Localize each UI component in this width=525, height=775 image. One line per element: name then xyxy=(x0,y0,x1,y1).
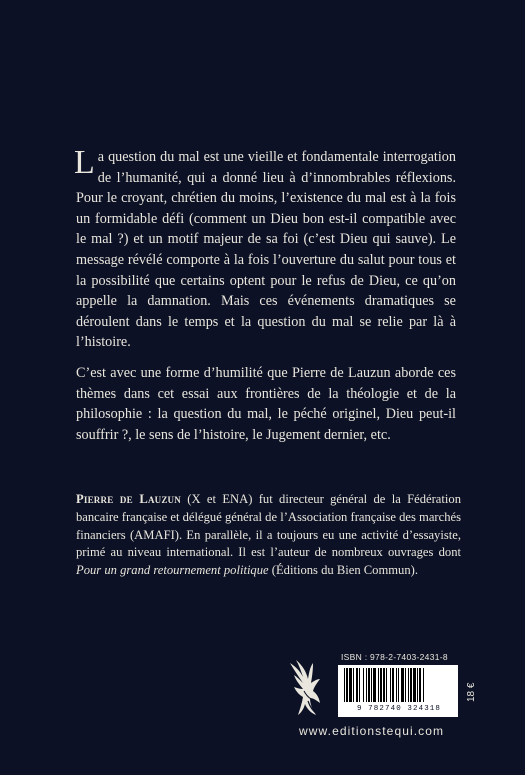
barcode-bar xyxy=(366,668,367,702)
barcode-bar xyxy=(349,668,352,702)
barcode-bar xyxy=(413,668,416,702)
barcode-bar xyxy=(401,668,404,702)
barcode-bar xyxy=(417,668,418,702)
barcode-bar xyxy=(356,668,358,702)
barcode-bar xyxy=(390,668,391,702)
barcode-bar xyxy=(383,668,385,702)
barcode-bar xyxy=(346,668,348,702)
barcode-bar xyxy=(344,668,345,702)
author-name: Pierre de Lauzun xyxy=(76,492,181,506)
barcode-bar xyxy=(371,668,372,702)
barcode-bar xyxy=(368,668,370,702)
book-title: Pour un grand retournement politique xyxy=(76,563,269,578)
barcode-bar xyxy=(353,668,354,702)
blurb-paragraph-1 xyxy=(74,144,456,353)
isbn: ISBN : 978-2-7403-2431-8 xyxy=(341,652,448,662)
barcode-bar xyxy=(373,668,376,702)
barcode-bar xyxy=(419,668,421,702)
barcode-bar xyxy=(408,668,409,702)
blurb xyxy=(74,144,456,445)
author-bio-text: (X et ENA) fut directeur général de la Fédération bancaire française et délégué général de l’Association française des marchés financiers (AMAFI). En parallèle, il a toujours eu une activité d’essayiste, primé au niveau international. Il est l’auteur de nombreux ouvrages dont xyxy=(76,492,461,560)
barcode-bar xyxy=(359,668,360,702)
barcode-bar xyxy=(363,668,364,702)
barcode-bar xyxy=(405,668,406,702)
barcode-bar xyxy=(378,668,379,702)
barcode-digits: 9 782740 324318 xyxy=(356,705,441,713)
author-bio xyxy=(76,491,461,580)
barcode-bar xyxy=(380,668,382,702)
blurb-paragraph-2: C’est avec une forme d’humilité que Pierre de Lauzun aborde ces thèmes dans cet essai aux frontières de la théologie et de la philosophie : la question du mal, le péché originel, Dieu peut-il souffrir ?, le sens de l’histoire, le Jugement dernier, etc. xyxy=(76,364,456,443)
barcode-bar xyxy=(398,668,399,702)
blurb-paragraph-1-text: a question du mal est une vieille et fondamentale interrogation de l’humanité, qui a donné lieu à d’innombrables réflexions. Pour le croyant, chrétien du moins, l’existence du mal est à la fois un formidable défi (comment un Dieu bon est-il compatible avec le mal ?) et un motif majeur de sa foi (c’est Dieu qui sauve). Le message révélé comporte à la fois l’ouverture du salut pour tous et la possibilité que certains optent pour le refus de Dieu, ce qu’on appelle la damnation. Mais ces événements dramatiques se déroulent dans le temps et la question du mal se relie par là à l’histoire. xyxy=(76,149,456,351)
angel-silhouette-icon xyxy=(286,657,332,719)
barcode-bar xyxy=(396,668,397,702)
website-url: www.editionstequi.com xyxy=(299,724,445,738)
drop-cap: L xyxy=(74,144,95,181)
barcode-bar xyxy=(423,668,424,702)
price: 18 € xyxy=(466,682,477,702)
publisher-note: (Éditions du Bien Commun). xyxy=(268,563,418,578)
barcode-bar xyxy=(410,668,412,702)
barcode-bar xyxy=(386,668,387,702)
barcode-bar xyxy=(392,668,394,702)
